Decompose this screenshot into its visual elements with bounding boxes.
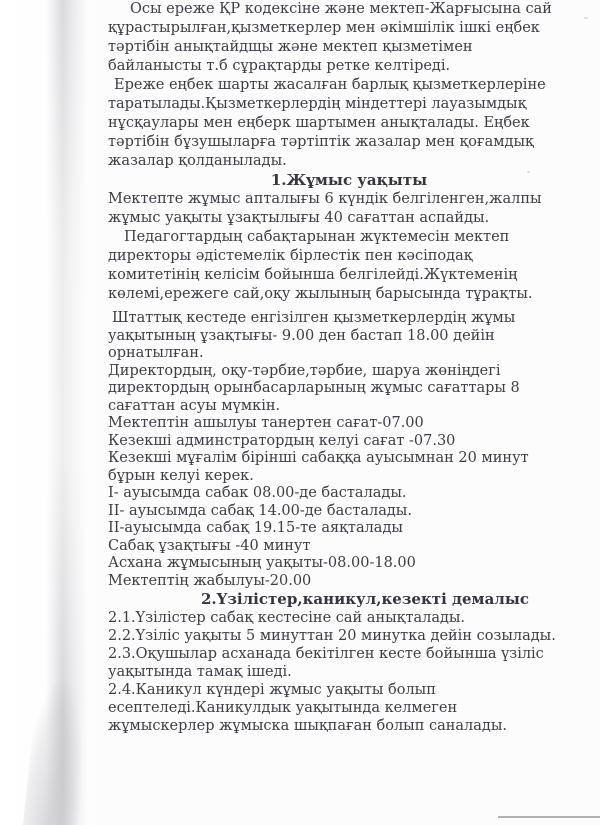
document-body — [108, 0, 560, 735]
section-1-heading: 1.Жұмыс уақыты — [270, 171, 428, 189]
schedule-line: Мектептін ашылуы танертен сағат-07.00 — [108, 415, 424, 431]
intro-paragraph-1: Осы ереже ҚР кодексіне және мектеп-Жарғысына сай құрастырылған,қызметкерлер мен әкімшілік ішкі еңбек тәртібін анықтайдщы және мектеп қызметімен байланысты т.б сұрақтарды ретке келтіреді. — [108, 1, 552, 74]
schedule-line: Асхана жұмысының уақыты-08.00-18.00 — [108, 555, 416, 571]
section-1-paragraph-2: Педагогтардың сабақтарынан жүктемесін мектеп директоры әдістемелік бірлестік пен кәсіподақ комитетінің келісім бойынша белгілейді.Жүктеменің көлемі,ережеге сай,оқу жылының барысында тұрақты. — [108, 229, 533, 302]
numbered-item: 2.1.Үзілістер сабақ кестесіне сай анықталады. — [108, 610, 466, 626]
numbered-item: 2.4.Каникул күндері жұмыс уақыты болып есептеледі.Каникулдык уақытында келмеген жұмыскерлер жұмыска шықпаған болып саналады. — [108, 682, 507, 734]
intro-paragraph-2: Ереже еңбек шарты жасалған барлық қызметкерлеріне таратылады.Қызметкерлердің міндеттері лауазымдық нұсқаулары мен еңберк шартымен анықталады. Еңбек тәртібін бұзушыларға тәртіптік жазалар мен қоғамдық жазалар қолданылады. — [108, 77, 546, 169]
numbered-item: 2.3.Оқушылар асханада бекітілген кесте бойынша үзіліс уақытында тамақ ішеді. — [108, 646, 544, 680]
schedule-line: Кезекші админстратордың келуі сағат -07.30 — [108, 432, 456, 449]
scan-noise-speck — [584, 17, 588, 19]
schedule-line: Мектептің жабылуы-20.00 — [108, 572, 312, 589]
schedule-line: I- ауысымда сабак 08.00-де басталады. — [108, 485, 407, 501]
section-2-heading: 2.Үзілістер,каникул,кезекті демалыс — [200, 590, 530, 608]
schedule-line: Штаттық кестеде енгізілген қызметкерлердің жұмы уақытының ұзақтығы- 9.00 ден бастап 18.00 дейін орнатылған. — [108, 310, 516, 361]
section-1-paragraph-1: Мектепте жұмыс апталығы 6 күндік белгіленген,жалпы жұмыс уақыты ұзақтылығы 40 сағаттан аспайды. — [108, 191, 542, 226]
schedule-line: Кезекші мұғалім бірінші сабаққа ауысымнан 20 минут бұрын келуі керек. — [108, 450, 529, 484]
work-schedule-list — [108, 310, 560, 590]
scan-artifact-line — [498, 816, 600, 818]
scan-noise-speck — [527, 171, 530, 173]
schedule-line: Директордың, оқу-тәрбие,тәрбие, шаруа жөніңдегі директордың орынбасарларының жұмыс сағаттары 8 сағаттан асуы мүмкін. — [108, 362, 520, 414]
schedule-line: Сабақ ұзақтығы -40 минут — [108, 537, 311, 554]
schedule-line: II-ауысымда сабақ 19.15-те аяқталады — [108, 520, 403, 536]
section-2-items — [108, 609, 560, 735]
schedule-line: II- ауысымда сабақ 14.00-де басталады. — [108, 502, 412, 519]
numbered-item: 2.2.Үзіліс уақыты 5 минуттан 20 минутка дейін созылады. — [108, 628, 556, 644]
